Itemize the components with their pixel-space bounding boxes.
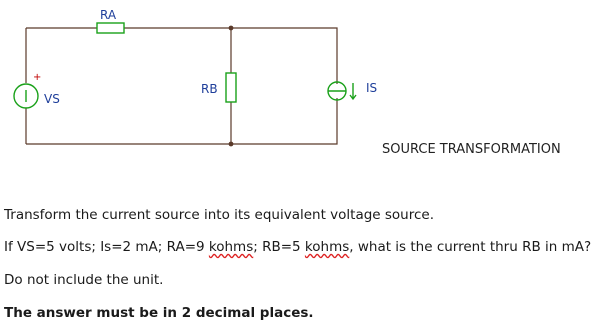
rb-label: RB xyxy=(201,82,218,96)
top-junction-node xyxy=(229,26,234,31)
question-line-2-part-c: ; RB=5 xyxy=(253,239,305,255)
is-label: IS xyxy=(366,81,378,95)
bottom-wire xyxy=(26,98,337,144)
question-line-4: The answer must be in 2 decimal places. xyxy=(4,305,314,321)
question-line-2-kohms-2: kohms xyxy=(304,239,350,255)
voltage-source-vs xyxy=(14,84,38,108)
question-line-1: Transform the current source into its equivalent voltage source. xyxy=(4,207,435,223)
question-line-2-part-e: , what is the current thru RB in mA? xyxy=(349,239,592,255)
question-line-3: Do not include the unit. xyxy=(4,272,164,288)
question-line-2 xyxy=(4,239,591,255)
vs-label: VS xyxy=(44,92,60,106)
diagram-caption: SOURCE TRANSFORMATION xyxy=(382,142,561,157)
resistor-rb xyxy=(226,73,236,102)
bottom-junction-node xyxy=(229,142,234,147)
resistor-ra xyxy=(97,23,124,33)
current-source-is xyxy=(328,82,356,100)
question-line-2-kohms-1: kohms xyxy=(208,239,254,255)
vs-plus-sign: + xyxy=(33,72,42,83)
question-line-2-part-a: If VS=5 volts; Is=2 mA; RA=9 xyxy=(4,239,209,255)
ra-label: RA xyxy=(100,8,117,22)
